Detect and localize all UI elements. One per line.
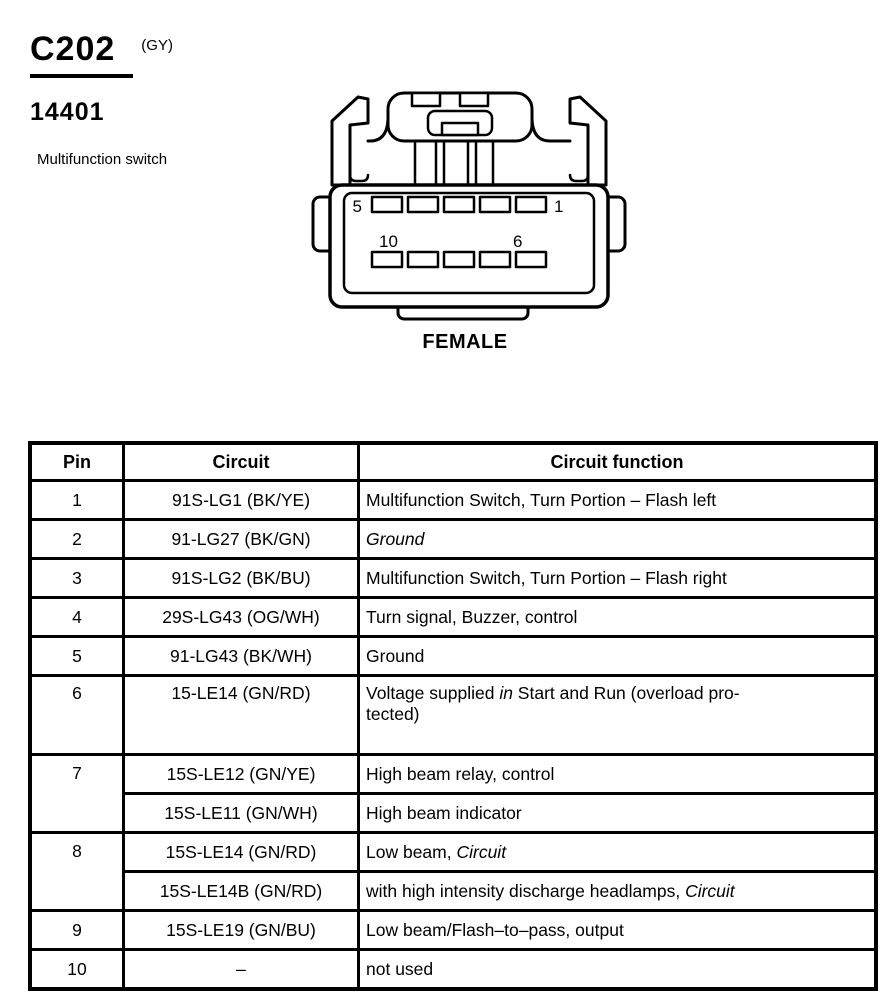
pin-cavity-6 [516,252,546,267]
pin-cavity-1 [516,197,546,212]
pinout-row [30,950,876,990]
pin-number-cell: 4 [30,598,124,637]
pinout-row [30,872,876,911]
pinout-header-row [30,443,876,481]
pinout-row [30,676,876,755]
pinout-table [28,441,878,991]
pin-number-cell: 1 [30,481,124,520]
circuit-cell: – [124,950,359,990]
pin-number-cell: 2 [30,520,124,559]
circuit-function-cell: with high intensity discharge headlamps, Circuit [359,872,877,911]
circuit-column-header: Circuit [124,443,359,481]
latch-notch-right [460,93,488,106]
connector-left-shoulder [332,97,368,185]
pin-cavity-2 [480,197,510,212]
pinout-row [30,637,876,676]
circuit-function-cell: Low beam, Circuit [359,833,877,872]
circuit-function-cell: Ground [359,637,877,676]
circuit-cell: 29S-LG43 (OG/WH) [124,598,359,637]
pin-number-cell: 8 [30,833,124,911]
pin-number-cell: 5 [30,637,124,676]
pinout-row [30,559,876,598]
right-bar-cap [570,175,588,181]
latch-inner-slot [442,123,478,135]
circuit-cell: 91-LG27 (BK/GN) [124,520,359,559]
circuit-cell: 91S-LG2 (BK/BU) [124,559,359,598]
pin-number-cell: 6 [30,676,124,755]
circuit-cell: 91S-LG1 (BK/YE) [124,481,359,520]
pin-cavity-10 [372,252,402,267]
pinout-row [30,833,876,872]
pinout-row [30,520,876,559]
pin-number-cell: 10 [30,950,124,990]
pin-label-5: 5 [352,197,362,216]
pin-label-10: 10 [379,232,398,251]
pin-cavity-5 [372,197,402,212]
circuit-function-cell: High beam relay, control [359,755,877,794]
connector-right-shoulder [570,97,606,185]
connector-diagram [300,85,630,340]
pinout-row [30,481,876,520]
latch-notch-left [412,93,440,106]
pinout-row [30,598,876,637]
circuit-cell: 91-LG43 (BK/WH) [124,637,359,676]
pin-label-6: 6 [513,232,523,251]
circuit-cell: 15-LE14 (GN/RD) [124,676,359,755]
left-bar-cap [350,175,368,181]
circuit-cell: 15S-LE19 (GN/BU) [124,911,359,950]
part-number: 14401 [30,98,105,126]
circuit-cell: 15S-LE12 (GN/YE) [124,755,359,794]
pinout-row [30,755,876,794]
connector-id: C202 [30,30,133,78]
circuit-function-cell: Turn signal, Buzzer, control [359,598,877,637]
latch-left-wing [368,117,388,141]
circuit-cell: 15S-LE14 (GN/RD) [124,833,359,872]
latch-right-wing [532,117,570,141]
pinout-row [30,794,876,833]
circuit-function-cell: not used [359,950,877,990]
pin-number-cell: 9 [30,911,124,950]
circuit-cell: 15S-LE11 (GN/WH) [124,794,359,833]
circuit-function-column-header: Circuit function [359,443,877,481]
pin-label-1: 1 [554,197,564,216]
circuit-function-cell: Multifunction Switch, Turn Portion – Flash right [359,559,877,598]
circuit-function-cell: Low beam/Flash–to–pass, output [359,911,877,950]
pin-number-cell: 3 [30,559,124,598]
connector-color-code: (GY) [141,37,173,54]
connector-gender-label: FEMALE [422,331,508,353]
pin-cavity-8 [444,252,474,267]
pin-cavity-4 [408,197,438,212]
pin-column-header: Pin [30,443,124,481]
pinout-row [30,911,876,950]
circuit-function-cell: Ground [359,520,877,559]
pin-number-cell: 7 [30,755,124,833]
circuit-cell: 15S-LE14B (GN/RD) [124,872,359,911]
pin-cavity-3 [444,197,474,212]
circuit-function-cell: High beam indicator [359,794,877,833]
component-description: Multifunction switch [37,151,168,168]
circuit-function-cell: Voltage supplied in Start and Run (overload pro- tected) [359,676,877,755]
connector-header [30,30,173,78]
pin-cavity-7 [480,252,510,267]
pin-cavity-9 [408,252,438,267]
circuit-function-cell: Multifunction Switch, Turn Portion – Flash left [359,481,877,520]
